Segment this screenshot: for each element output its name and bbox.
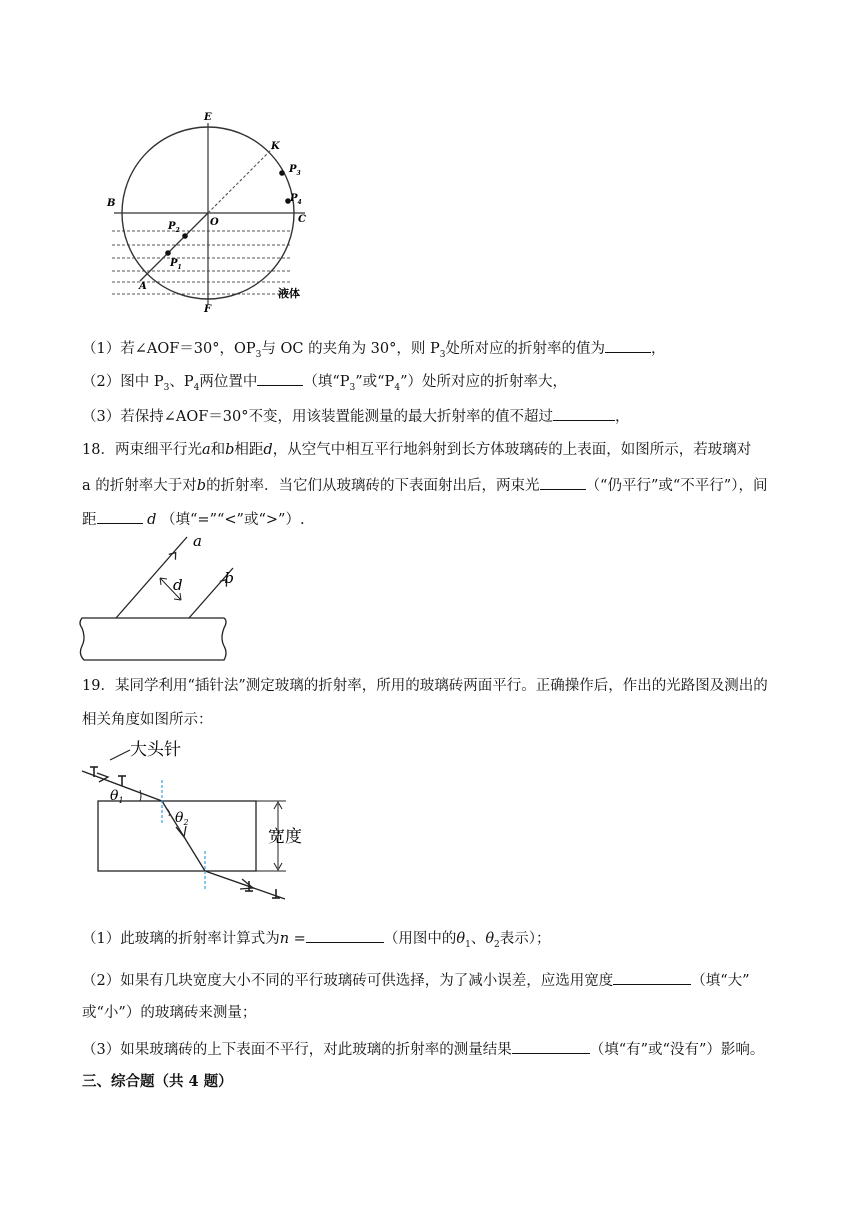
label-theta1: $\theta_1$ [110,788,124,805]
answer-blank[interactable] [540,474,586,490]
q19-item-3: （3）如果玻璃砖的上下表面不平行，对此玻璃的折射率的测量结果 （填“有”或“没有”）影响。 [82,1038,764,1060]
answer-blank[interactable] [257,370,303,386]
pin-P1 [165,250,171,256]
q19-item-2-cont: 或“小”）的玻璃砖来测量； [82,1005,257,1021]
label-theta2: $\theta_2$ [175,810,189,827]
label-P3: $P_3$ [289,164,301,177]
label-b: b [224,569,234,587]
q19-item-2: （2）如果有几块宽度大小不同的平行玻璃砖可供选择，为了减小误差，应选用宽度 （填“大” [82,969,750,991]
label-P1: $P_1$ [170,258,182,271]
figure-parallel-beams [76,528,236,668]
answer-blank[interactable] [306,927,384,943]
label-O: O [210,217,219,228]
label-A: A [139,281,147,292]
q19-item-1: （1）此玻璃的折射率计算式为n = （用图中的$\theta_1$、$\theta_2$表示）； [82,927,551,955]
label-K: K [271,141,280,152]
q17-item-1: （1）若∠AOF＝30°，$OP_3$与 OC 的夹角为 30°，则 $P_3$处所对应的折射率的值为 ， [82,337,665,365]
answer-blank[interactable] [97,508,143,524]
q18-line-2: a 的折射率大于对b的折射率．当它们从玻璃砖的下表面射出后，两束光 （“仍平行”或“不平行”），间 [82,474,767,496]
label-a: a [193,532,202,550]
section-heading: 三、综合题（共 4 题） [82,1073,233,1090]
q19-line-1: 19．某同学利用“插针法”测定玻璃的折射率，所用的玻璃砖两面平行。正确操作后，作出的光路图及测出的 [82,678,768,694]
pin-P3 [279,170,285,176]
extension-line-OK [208,146,275,213]
pin-P2 [182,233,188,239]
q17-item-3: （3）若保持∠AOF＝30°不变，用该装置能测量的最大折射率的值不超过 ， [82,405,630,427]
label-pin: 大头针 [130,740,181,760]
glass-block [80,618,226,660]
q17-item-2: （2）图中 $P_3$、$P_4$两位置中 （填“$P_3$”或“$P_4$”）处所对应的折射率大， [82,370,567,398]
angle-arc-1 [140,790,141,801]
q18-line-3: 距 d （填“=”“<”或“>”）. [82,508,305,530]
pin-pointer [110,750,130,760]
figure-refractometer-disk [100,105,320,315]
answer-blank[interactable] [613,969,691,985]
q18-line-1: 18．两束细平行光a和b相距d，从空气中相互平行地斜射到长方体玻璃砖的上表面，如图所示，若玻璃对 [82,442,752,458]
label-d: d [173,576,183,594]
label-width: 宽度 [268,827,302,847]
answer-blank[interactable] [605,337,651,353]
answer-blank[interactable] [512,1038,590,1054]
label-P2: $P_2$ [168,221,180,234]
label-F: F [204,304,212,315]
q19-line-2: 相关角度如图所示： [82,712,213,728]
label-B: B [107,198,116,209]
label-P4: $P_4$ [290,193,302,206]
answer-blank[interactable] [553,405,615,421]
label-E: E [204,112,212,123]
label-liquid: 液体 [278,287,300,300]
label-C: C [298,214,306,225]
emergent-ray [205,871,285,899]
figure-pin-method [80,738,310,903]
